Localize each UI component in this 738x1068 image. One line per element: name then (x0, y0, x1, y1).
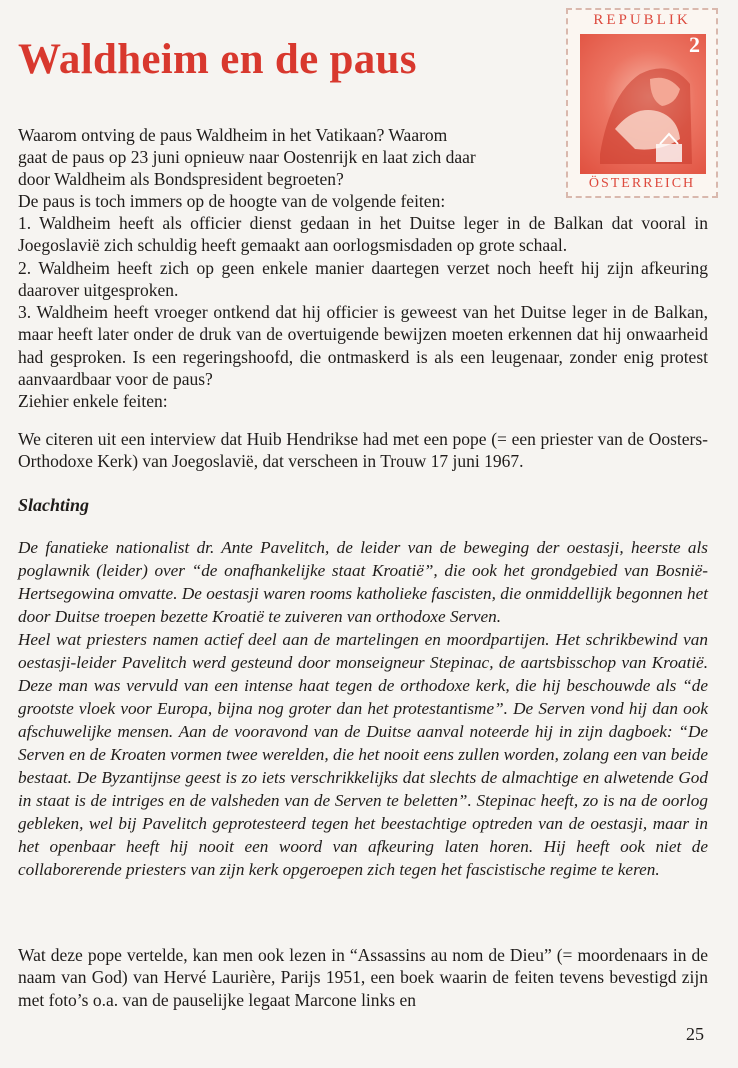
intro-line: door Waldheim als Bondspresident begroeten? (18, 169, 344, 189)
stamp-illustration (580, 34, 706, 174)
intro-line: De paus is toch immers op de hoogte van de volgende feiten: (18, 191, 446, 211)
stamp-figure-icon (580, 34, 706, 174)
fact-item-1: 1. Waldheim heeft als officier dienst gedaan in het Duitse leger in de Balkan dat vooral in Joegoslavië zich schuldig heeft gemaakt aan oorlogsmisdaden op grote schaal. (18, 213, 708, 256)
quote-intro (18, 428, 708, 473)
intro-paragraph (18, 124, 558, 212)
facts-lead-in: Ziehier enkele feiten: (18, 391, 168, 412)
intro-line: gaat de paus op 23 juni opnieuw naar Oostenrijk en laat zich daar (18, 147, 476, 167)
stamp-country-top: REPUBLIK (593, 12, 691, 28)
postage-stamp (566, 8, 718, 198)
article-title: Waldheim en de paus (18, 36, 417, 83)
fact-item-3: 3. Waldheim heeft vroeger ontkend dat hij officier is geweest van het Duitse leger in de Balkan, maar heeft later onder de druk van de overtuigende bewijzen moeten erkennen dat hij onwaarheid had gesproken. Is een regeringshoofd, die ontmaskerd is als een leugenaar, zonder enig protest aanvaardbaar voor de paus? (18, 302, 708, 390)
excerpt-paragraph-1: De fanatieke nationalist dr. Ante Pavelitch, de leider van de beweging der oestasji, heerste als poglawnik (leider) over “de onafhankelijke staat Kroatië”, die ook het grondgebied van Bosnië-Hertsegowina omvatte. De oestasji waren rooms katholieke fascisten, die onmiddellijk begonnen het door Duitse troepen bezette Kroatië te zuiveren van orthodoxe Serven. (18, 538, 708, 626)
stamp-country-bottom: ÖSTERREICH (588, 176, 696, 191)
facts-list (18, 212, 708, 413)
interview-excerpt (18, 536, 708, 881)
closing-paragraph (18, 944, 708, 1011)
intro-line: Waarom ontving de paus Waldheim in het Vatikaan? Waarom (18, 125, 448, 145)
fact-item-2: 2. Waldheim heeft zich op geen enkele manier daartegen verzet noch heeft hij zijn afkeuring daarover uitgesproken. (18, 257, 708, 300)
stamp-value: 2 (689, 32, 700, 57)
excerpt-paragraph-2: Heel wat priesters namen actief deel aan de martelingen en moordpartijen. Het schrikbewind van oestasji-leider Pavelitch werd gesteund door monseigneur Stepinac, de aartsbisschop van Kroatië. Deze man was vervuld van een intense haat tegen de orthodoxe kerk, die hij beschouwde als “de grootste vloek voor Europa, bijna nog groter dan het protestantisme”. De Serven vond hij dan ook afschuwelijke mensen. Aan de vooravond van de Duitse aanval noteerde hij in zijn dagboek: “De Serven en de Kroaten vormen twee werelden, die het nooit eens zullen worden, zolang een van beide bestaat. De Byzantijnse geest is zo iets verschrikkelijks dat slechts de almachtige en alwetende God in staat is de intriges en de valsheden van de Serven te beletten”. Stepinac heeft, zo is na de oorlog gebleken, wel bij Pavelitch geprotesteerd tegen het beestachtige optreden van de oestasji, maar in het openbaar heeft hij nooit een woord van afkeuring laten horen. Hij heeft ook niet de collaborerende priesters van zijn kerk opgeroepen zich tegen het fascistische regime te keren. (18, 630, 708, 879)
page-number: 25 (686, 1024, 704, 1044)
quote-intro-text: We citeren uit een interview dat Huib Hendrikse had met een pope (= een priester van de Oosters-Orthodoxe Kerk) van Joegoslavië, dat verscheen in Trouw 17 juni 1967. (18, 429, 708, 472)
section-heading: Slachting (18, 495, 90, 515)
closing-text: Wat deze pope vertelde, kan men ook lezen in “Assassins au nom de Dieu” (= moordenaars in de naam van God) van Hervé Laurière, Parijs 1951, een boek waarin de feiten tevens bevestigd zijn met foto’s o.a. van de pauselijke legaat Marcone links en (18, 945, 708, 1010)
